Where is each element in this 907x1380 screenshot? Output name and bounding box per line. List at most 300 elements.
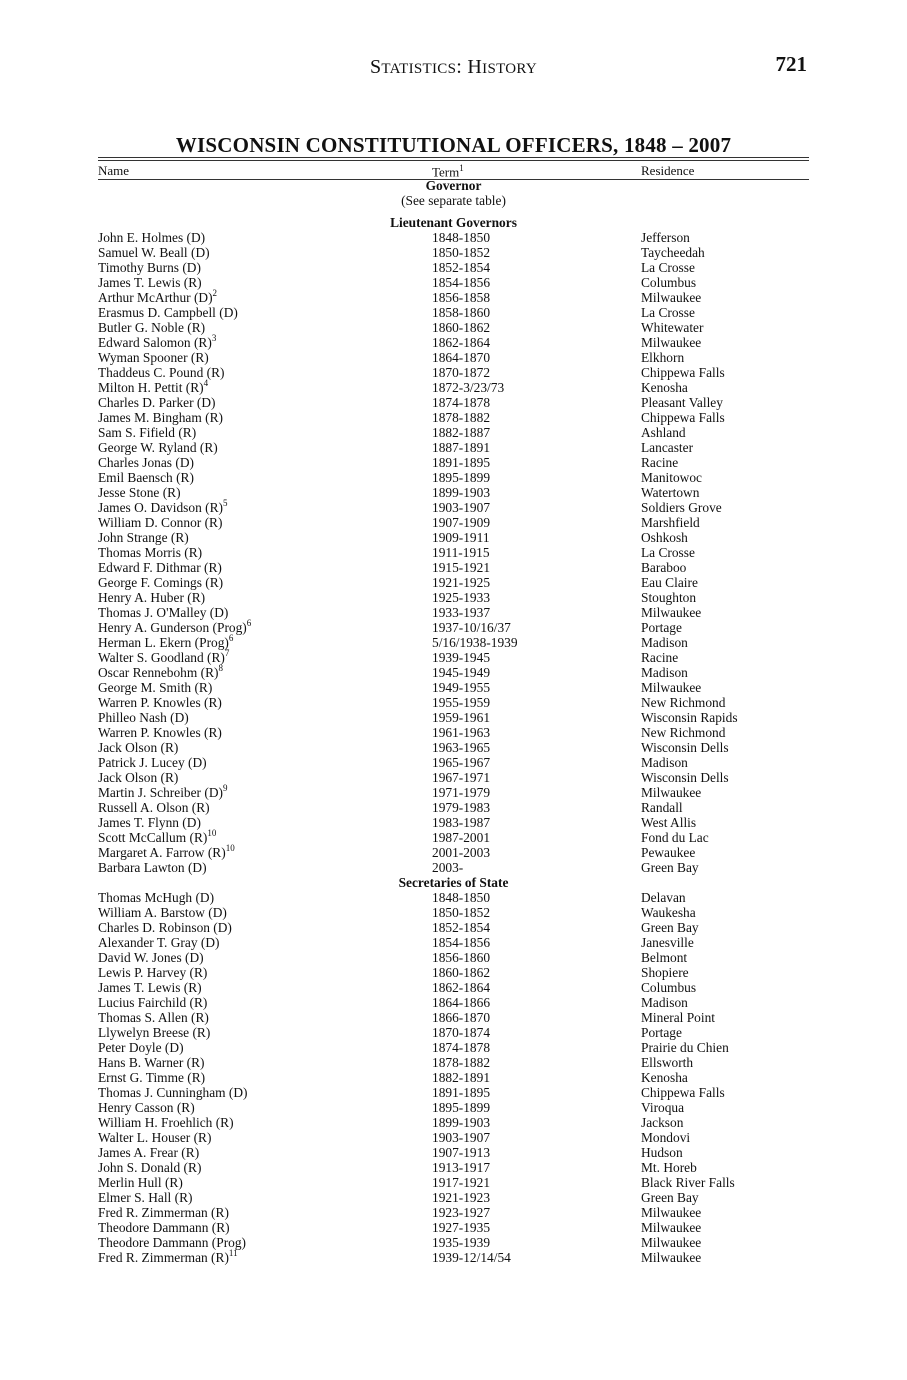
officer-name xyxy=(98,920,232,935)
residence: Marshfield xyxy=(641,515,700,530)
officer-name-text: Elmer S. Hall (R) xyxy=(98,1190,193,1205)
officer-name xyxy=(98,545,202,560)
secretaries-of-state-list xyxy=(0,890,907,1265)
footnote-marker: 1 xyxy=(459,163,464,173)
table-row xyxy=(0,365,907,380)
header-initial-2: H xyxy=(467,56,483,78)
residence: Chippewa Falls xyxy=(641,410,725,425)
table-row xyxy=(0,575,907,590)
officer-name xyxy=(98,680,212,695)
column-header-residence: Residence xyxy=(641,163,695,178)
term-years: 1858-1860 xyxy=(432,305,491,320)
residence: Madison xyxy=(641,755,688,770)
officer-name xyxy=(98,632,234,650)
officer-name-text: Thomas J. Cunningham (D) xyxy=(98,1085,248,1100)
officer-name xyxy=(98,770,178,785)
officer-name-text: Jack Olson (R) xyxy=(98,740,179,755)
officer-name-text: Barbara Lawton (D) xyxy=(98,860,207,875)
officer-name-text: Timothy Burns (D) xyxy=(98,260,201,275)
residence: Kenosha xyxy=(641,1070,688,1085)
term-years: 1911-1915 xyxy=(432,545,490,560)
residence: New Richmond xyxy=(641,695,726,710)
officer-name xyxy=(98,1235,246,1250)
title-rule-bottom xyxy=(98,160,809,161)
term-years: 1856-1858 xyxy=(432,290,491,305)
officer-name-text: George M. Smith (R) xyxy=(98,680,213,695)
officer-name-text: Hans B. Warner (R) xyxy=(98,1055,205,1070)
officer-name xyxy=(98,890,214,905)
officer-name-text: Thomas S. Allen (R) xyxy=(98,1010,209,1025)
table-row xyxy=(0,560,907,575)
table-row xyxy=(0,425,907,440)
officer-name xyxy=(98,782,228,800)
officer-name xyxy=(98,1175,183,1190)
residence: Black River Falls xyxy=(641,1175,735,1190)
table-row xyxy=(0,950,907,965)
officers-table xyxy=(0,178,907,1265)
header-separator: : xyxy=(456,56,468,78)
table-row xyxy=(0,680,907,695)
officer-name-text: Margaret A. Farrow (R) xyxy=(98,845,226,860)
term-years: 1895-1899 xyxy=(432,470,491,485)
term-years: 1925-1933 xyxy=(432,590,491,605)
table-row xyxy=(0,710,907,725)
term-years: 2003- xyxy=(432,860,464,875)
officer-name xyxy=(98,725,222,740)
officer-name xyxy=(98,320,205,335)
officer-name-text: James T. Lewis (R) xyxy=(98,275,202,290)
term-years: 1971-1979 xyxy=(432,785,491,800)
term-years: 1913-1917 xyxy=(432,1160,491,1175)
officer-name-text: Warren P. Knowles (R) xyxy=(98,725,222,740)
officer-name-text: Thaddeus C. Pound (R) xyxy=(98,365,225,380)
table-row xyxy=(0,1220,907,1235)
term-years: 1909-1911 xyxy=(432,530,490,545)
residence: La Crosse xyxy=(641,260,695,275)
residence: Kenosha xyxy=(641,380,688,395)
table-row xyxy=(0,815,907,830)
table-row xyxy=(0,350,907,365)
header-word-2: ISTORY xyxy=(482,61,538,77)
officer-name-text: Henry Casson (R) xyxy=(98,1100,195,1115)
table-row xyxy=(0,770,907,785)
table-row xyxy=(0,1235,907,1250)
term-years: 1917-1921 xyxy=(432,1175,491,1190)
table-row xyxy=(0,647,907,665)
officer-name xyxy=(98,710,189,725)
officer-name-text: Emil Baensch (R) xyxy=(98,470,194,485)
residence: Pewaukee xyxy=(641,845,696,860)
residence: Madison xyxy=(641,635,688,650)
column-header-term-label: Term xyxy=(432,164,460,180)
term-years: 1854-1856 xyxy=(432,935,491,950)
table-row xyxy=(0,1040,907,1055)
officer-name xyxy=(98,575,223,590)
officer-name xyxy=(98,1145,199,1160)
table-row xyxy=(0,827,907,845)
term-years: 1882-1887 xyxy=(432,425,491,440)
officer-name xyxy=(98,935,219,950)
term-years: 1921-1923 xyxy=(432,1190,491,1205)
term-years: 1862-1864 xyxy=(432,980,491,995)
table-row xyxy=(0,1055,907,1070)
term-years: 1937-10/16/37 xyxy=(432,620,511,635)
running-header-title xyxy=(0,56,907,79)
officer-name-text: Theodore Dammann (Prog) xyxy=(98,1235,246,1250)
officer-name xyxy=(98,287,218,305)
table-row xyxy=(0,995,907,1010)
term-years: 1872-3/23/73 xyxy=(432,380,505,395)
residence: Jefferson xyxy=(641,230,690,245)
officer-name-text: William D. Connor (R) xyxy=(98,515,223,530)
officer-name xyxy=(98,377,209,395)
officer-name-text: George W. Ryland (R) xyxy=(98,440,218,455)
residence: Mondovi xyxy=(641,1130,691,1145)
table-row xyxy=(0,320,907,335)
footnote-marker: 7 xyxy=(224,647,230,658)
officer-name xyxy=(98,980,202,995)
residence: Milwaukee xyxy=(641,680,702,695)
officer-name-text: Samuel W. Beall (D) xyxy=(98,245,210,260)
term-years: 1870-1874 xyxy=(432,1025,491,1040)
officer-name-text: Thomas Morris (R) xyxy=(98,545,203,560)
footnote-marker: 4 xyxy=(203,377,209,388)
officer-name xyxy=(98,497,228,515)
officer-name-text: John S. Donald (R) xyxy=(98,1160,202,1175)
section-heading-secretaries-of-state: Secretaries of State xyxy=(398,875,509,890)
term-years: 1874-1878 xyxy=(432,395,491,410)
officer-name-text: Russell A. Olson (R) xyxy=(98,800,210,815)
term-years: 1935-1939 xyxy=(432,1235,491,1250)
residence: Ellsworth xyxy=(641,1055,694,1070)
residence: Chippewa Falls xyxy=(641,1085,725,1100)
section-note-governor: (See separate table) xyxy=(401,193,506,208)
officer-name-text: Jesse Stone (R) xyxy=(98,485,181,500)
term-years: 1895-1899 xyxy=(432,1100,491,1115)
footnote-marker: 11 xyxy=(228,1247,238,1258)
officer-name-text: James M. Bingham (R) xyxy=(98,410,223,425)
officer-name-text: George F. Comings (R) xyxy=(98,575,224,590)
residence: Madison xyxy=(641,995,688,1010)
residence: Milwaukee xyxy=(641,1250,702,1265)
column-header-name: Name xyxy=(98,163,130,178)
residence: Columbus xyxy=(641,275,697,290)
term-years: 5/16/1938-1939 xyxy=(432,635,518,650)
officer-name-text: William H. Froehlich (R) xyxy=(98,1115,234,1130)
officer-name xyxy=(98,950,204,965)
officer-name-text: Scott McCallum (R) xyxy=(98,830,208,845)
officer-name-text: Erasmus D. Campbell (D) xyxy=(98,305,238,320)
residence: Green Bay xyxy=(641,920,699,935)
residence: Hudson xyxy=(641,1145,683,1160)
residence: Taycheedah xyxy=(641,245,705,260)
officer-name xyxy=(98,842,235,860)
officer-name xyxy=(98,740,178,755)
officer-name xyxy=(98,515,222,530)
officer-name xyxy=(98,965,207,980)
term-years: 1852-1854 xyxy=(432,260,491,275)
residence: Milwaukee xyxy=(641,785,702,800)
officer-name xyxy=(98,470,194,485)
header-word-1: TATISTICS xyxy=(381,61,457,77)
term-years: 1887-1891 xyxy=(432,440,491,455)
officer-name xyxy=(98,1160,201,1175)
term-years: 1899-1903 xyxy=(432,485,491,500)
term-years: 1852-1854 xyxy=(432,920,491,935)
residence: Milwaukee xyxy=(641,1235,702,1250)
table-row xyxy=(0,377,907,395)
residence: Manitowoc xyxy=(641,470,702,485)
officer-name xyxy=(98,305,238,320)
residence: Delavan xyxy=(641,890,686,905)
officer-name xyxy=(98,695,222,710)
officer-name xyxy=(98,827,217,845)
officer-name-text: Edward Salomon (R) xyxy=(98,335,212,350)
officer-name-text: Walter S. Goodland (R) xyxy=(98,650,225,665)
title-rule-top xyxy=(98,157,809,158)
officer-name-text: Theodore Dammann (R) xyxy=(98,1220,230,1235)
term-years: 1907-1909 xyxy=(432,515,491,530)
residence: La Crosse xyxy=(641,545,695,560)
officer-name-text: Merlin Hull (R) xyxy=(98,1175,183,1190)
officer-name xyxy=(98,1010,209,1025)
table-row xyxy=(0,287,907,305)
officer-name-text: Edward F. Dithmar (R) xyxy=(98,560,222,575)
officer-name-text: Warren P. Knowles (R) xyxy=(98,695,222,710)
term-years: 1939-12/14/54 xyxy=(432,1250,511,1265)
table-row xyxy=(0,1025,907,1040)
residence: Portage xyxy=(641,1025,682,1040)
term-years: 1939-1945 xyxy=(432,650,491,665)
document-title: WISCONSIN CONSTITUTIONAL OFFICERS, 1848 – 2007 xyxy=(175,133,732,157)
officer-name xyxy=(98,662,223,680)
officer-name-text: Henry A. Huber (R) xyxy=(98,590,206,605)
table-row xyxy=(0,1010,907,1025)
officer-name xyxy=(98,1085,248,1100)
table-row xyxy=(0,965,907,980)
table-row xyxy=(0,245,907,260)
officer-name-text: Philleo Nash (D) xyxy=(98,710,189,725)
term-years: 1878-1882 xyxy=(432,410,491,425)
term-years: 1850-1852 xyxy=(432,905,491,920)
term-years: 1983-1987 xyxy=(432,815,491,830)
residence: Soldiers Grove xyxy=(641,500,722,515)
residence: Shopiere xyxy=(641,965,689,980)
table-row xyxy=(0,632,907,650)
officer-name-text: Charles Jonas (D) xyxy=(98,455,194,470)
table-row xyxy=(0,1100,907,1115)
table-row xyxy=(0,1160,907,1175)
footnote-marker: 9 xyxy=(222,782,228,793)
table-row xyxy=(0,935,907,950)
term-years: 1878-1882 xyxy=(432,1055,491,1070)
term-years: 1945-1949 xyxy=(432,665,491,680)
residence: Prairie du Chien xyxy=(641,1040,729,1055)
term-years: 1864-1870 xyxy=(432,350,491,365)
table-row xyxy=(0,305,907,320)
residence: Mt. Horeb xyxy=(641,1160,697,1175)
residence: Oshkosh xyxy=(641,530,688,545)
officer-name-text: Thomas J. O'Malley (D) xyxy=(98,605,229,620)
residence: Lancaster xyxy=(641,440,694,455)
footnote-marker: 10 xyxy=(207,827,217,838)
officer-name xyxy=(98,440,218,455)
residence: Wisconsin Dells xyxy=(641,740,729,755)
term-years: 1891-1895 xyxy=(432,1085,491,1100)
term-years: 1899-1903 xyxy=(432,1115,491,1130)
officer-name xyxy=(98,410,223,425)
term-years: 1870-1872 xyxy=(432,365,491,380)
residence: Milwaukee xyxy=(641,605,702,620)
term-years: 1923-1927 xyxy=(432,1205,491,1220)
table-row xyxy=(0,230,907,245)
table-row xyxy=(0,1190,907,1205)
running-header xyxy=(0,52,907,82)
officer-name xyxy=(98,1220,230,1235)
officer-name xyxy=(98,1205,229,1220)
table-row xyxy=(0,1247,907,1265)
officer-name-text: Milton H. Pettit (R) xyxy=(98,380,204,395)
residence: La Crosse xyxy=(641,305,695,320)
residence: Eau Claire xyxy=(641,575,698,590)
term-years: 1848-1850 xyxy=(432,230,491,245)
residence: Wisconsin Rapids xyxy=(641,710,738,725)
residence: Green Bay xyxy=(641,860,699,875)
officer-name-text: Alexander T. Gray (D) xyxy=(98,935,220,950)
residence: Elkhorn xyxy=(641,350,685,365)
residence: Watertown xyxy=(641,485,700,500)
page-number: 721 xyxy=(775,52,807,76)
officer-name xyxy=(98,275,202,290)
table-row xyxy=(0,1205,907,1220)
term-years: 2001-2003 xyxy=(432,845,491,860)
term-years: 1961-1963 xyxy=(432,725,491,740)
table-row xyxy=(0,842,907,860)
residence: Randall xyxy=(641,800,683,815)
footnote-marker: 6 xyxy=(246,617,252,628)
footnote-marker: 3 xyxy=(211,332,217,343)
table-row xyxy=(0,497,907,515)
residence: Milwaukee xyxy=(641,335,702,350)
officer-name-text: James T. Flynn (D) xyxy=(98,815,201,830)
officer-name xyxy=(98,605,228,620)
officer-name-text: Wyman Spooner (R) xyxy=(98,350,209,365)
residence: Chippewa Falls xyxy=(641,365,725,380)
officer-name-text: Herman L. Ekern (Prog) xyxy=(98,635,229,650)
officer-name-text: Fred R. Zimmerman (R) xyxy=(98,1250,229,1265)
officer-name-text: Charles D. Robinson (D) xyxy=(98,920,232,935)
term-years: 1862-1864 xyxy=(432,335,491,350)
residence: New Richmond xyxy=(641,725,726,740)
term-years: 1874-1878 xyxy=(432,1040,491,1055)
officer-name-text: Oscar Rennebohm (R) xyxy=(98,665,219,680)
officer-name xyxy=(98,455,194,470)
officer-name xyxy=(98,530,189,545)
residence: Racine xyxy=(641,650,679,665)
residence: Green Bay xyxy=(641,1190,699,1205)
officer-name-text: James A. Frear (R) xyxy=(98,1145,200,1160)
term-years: 1965-1967 xyxy=(432,755,491,770)
officer-name-text: Ernst G. Timme (R) xyxy=(98,1070,206,1085)
term-years: 1907-1913 xyxy=(432,1145,491,1160)
officer-name xyxy=(98,590,205,605)
officer-name-text: Peter Doyle (D) xyxy=(98,1040,184,1055)
table-row xyxy=(0,1070,907,1085)
table-row xyxy=(0,1145,907,1160)
officer-name-text: Arthur McArthur (D) xyxy=(98,290,213,305)
table-row xyxy=(0,275,907,290)
residence: Racine xyxy=(641,455,679,470)
table-row xyxy=(0,800,907,815)
officer-name xyxy=(98,350,209,365)
officer-name xyxy=(98,1040,184,1055)
term-years: 1921-1925 xyxy=(432,575,491,590)
term-years: 1864-1866 xyxy=(432,995,491,1010)
term-years: 1882-1891 xyxy=(432,1070,491,1085)
officer-name xyxy=(98,560,222,575)
residence: Pleasant Valley xyxy=(641,395,723,410)
officer-name xyxy=(98,395,216,410)
footnote-marker: 8 xyxy=(218,662,223,673)
term-years: 1903-1907 xyxy=(432,1130,491,1145)
officer-name-text: Llywelyn Breese (R) xyxy=(98,1025,211,1040)
officer-name-text: Lewis P. Harvey (R) xyxy=(98,965,208,980)
table-row xyxy=(0,395,907,410)
residence: West Allis xyxy=(641,815,697,830)
officer-name-text: Butler G. Noble (R) xyxy=(98,320,206,335)
officer-name-text: David W. Jones (D) xyxy=(98,950,204,965)
term-years: 1979-1983 xyxy=(432,800,491,815)
residence: Fond du Lac xyxy=(641,830,709,845)
term-years: 1860-1862 xyxy=(432,320,491,335)
officer-name xyxy=(98,425,196,440)
officer-name-text: Patrick J. Lucey (D) xyxy=(98,755,207,770)
officer-name xyxy=(98,905,227,920)
table-row xyxy=(0,530,907,545)
table-row xyxy=(0,1130,907,1145)
residence: Baraboo xyxy=(641,560,687,575)
footnote-marker: 5 xyxy=(222,497,228,508)
table-row xyxy=(0,332,907,350)
footnote-marker: 2 xyxy=(212,287,218,298)
officer-name-text: John Strange (R) xyxy=(98,530,189,545)
residence: Milwaukee xyxy=(641,1220,702,1235)
term-years: 1933-1937 xyxy=(432,605,491,620)
table-row xyxy=(0,515,907,530)
term-years: 1891-1895 xyxy=(432,455,491,470)
term-years: 1987-2001 xyxy=(432,830,491,845)
officer-name xyxy=(98,995,207,1010)
officer-name-text: James O. Davidson (R) xyxy=(98,500,223,515)
table-row xyxy=(0,440,907,455)
residence: Milwaukee xyxy=(641,1205,702,1220)
residence: Whitewater xyxy=(641,320,704,335)
officer-name xyxy=(98,230,205,245)
table-row xyxy=(0,695,907,710)
table-row xyxy=(0,470,907,485)
table-row xyxy=(0,455,907,470)
officer-name xyxy=(98,245,210,260)
officer-name xyxy=(98,1100,195,1115)
term-years: 1848-1850 xyxy=(432,890,491,905)
section-heading-lieutenant-governors: Lieutenant Governors xyxy=(390,215,517,230)
table-row xyxy=(0,1085,907,1100)
officer-name-text: Charles D. Parker (D) xyxy=(98,395,216,410)
table-row xyxy=(0,485,907,500)
term-years: 1949-1955 xyxy=(432,680,491,695)
table-row xyxy=(0,980,907,995)
term-years: 1866-1870 xyxy=(432,1010,491,1025)
